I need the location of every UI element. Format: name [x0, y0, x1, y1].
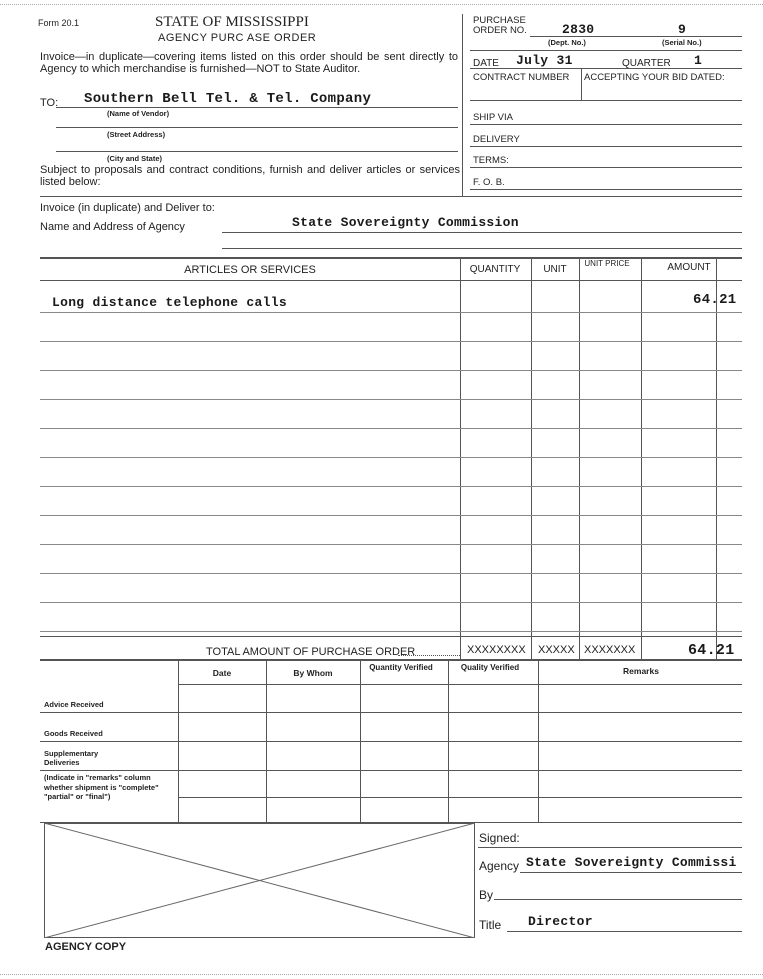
receipt-rule-1	[40, 712, 742, 713]
subject-text: Subject to proposals and contract conditions, furnish and deliver articles or services listed below:	[40, 164, 460, 188]
header-divider	[462, 14, 463, 196]
table-col-sep	[460, 257, 461, 659]
receipt-header-qty-verified: Quantity Verified	[369, 663, 433, 672]
table-top-rule	[40, 257, 742, 259]
fob-label: F. O. B.	[473, 177, 505, 188]
agency-name-label: Name and Address of Agency	[40, 221, 185, 233]
delivery-label: DELIVERY	[473, 134, 520, 145]
receipt-header-remarks: Remarks	[623, 666, 659, 676]
city-line	[56, 151, 458, 152]
city-label: (City and State)	[107, 154, 163, 163]
total-label: TOTAL AMOUNT OF PURCHASE ORDER	[206, 646, 416, 658]
serial-label: (Serial No.)	[662, 38, 702, 47]
title-value: Director	[528, 914, 593, 929]
table-bottom-rule	[40, 659, 742, 661]
header-amount: AMOUNT	[667, 262, 711, 273]
title-line	[507, 931, 742, 932]
delivery-line	[470, 146, 742, 147]
receipt-header-date: Date	[212, 668, 232, 678]
advice-received-label: Advice Received	[44, 700, 104, 709]
street-line	[56, 127, 458, 128]
contract-line	[470, 100, 742, 101]
header-quantity: QUANTITY	[469, 264, 521, 275]
row-amount: 64.21	[693, 292, 737, 308]
vendor-name: Southern Bell Tel. & Tel. Company	[84, 91, 372, 107]
row-article: Long distance telephone calls	[52, 295, 287, 310]
header-unit: UNIT	[543, 264, 567, 275]
void-box	[44, 823, 475, 938]
table-row-rule	[40, 370, 742, 371]
table-col-sep	[531, 257, 532, 659]
vendor-name-line	[56, 107, 458, 108]
invoice-instructions: Invoice—in duplicate—covering items listed on this order should be sent directly to Agency to which merchandise is furnished—NOT to State Auditor.	[40, 51, 458, 75]
receipt-col-5	[538, 659, 539, 822]
header-bottom-rule	[40, 196, 742, 197]
receipt-col-2	[266, 659, 267, 822]
form-number: Form 20.1	[38, 18, 80, 28]
agency-name-line	[222, 232, 742, 233]
date-label: DATE	[473, 58, 499, 69]
table-row-rule	[40, 457, 742, 458]
agency-address-line	[222, 248, 742, 249]
receipt-header-by-whom: By Whom	[293, 668, 333, 678]
header-unit-price: UNIT PRICE	[584, 259, 630, 268]
total-unit: XXXXX	[538, 644, 575, 656]
sig-agency-value: State Sovereignty Commissi	[526, 855, 737, 870]
invoice-deliver-label: Invoice (in duplicate) and Deliver to:	[40, 202, 215, 214]
table-row-rule	[40, 312, 742, 313]
table-row-rule	[40, 602, 742, 603]
contract-label: CONTRACT NUMBER	[473, 72, 570, 83]
table-row-rule	[40, 341, 742, 342]
agency-copy-label: AGENCY COPY	[45, 941, 127, 953]
receipt-rule-3	[40, 770, 742, 771]
sig-agency-label: Agency	[479, 859, 520, 873]
dept-label: (Dept. No.)	[548, 38, 586, 47]
signed-label: Signed:	[479, 831, 520, 845]
form-subtitle: AGENCY PURC ASE ORDER	[158, 32, 317, 44]
signed-line	[478, 847, 742, 848]
table-row-rule	[40, 631, 742, 632]
po-underline	[470, 50, 742, 51]
quarter-value: 1	[694, 53, 703, 68]
receipt-col-1	[178, 659, 179, 822]
state-title: STATE OF MISSISSIPPI	[155, 14, 309, 30]
receipt-header-quality-verified: Quality Verified	[460, 663, 520, 672]
receipt-rule-2	[40, 741, 742, 742]
total-price: XXXXXXX	[584, 644, 636, 656]
contract-divider	[581, 68, 582, 100]
street-label: (Street Address)	[107, 130, 166, 139]
top-border	[0, 4, 763, 5]
by-label: By	[479, 888, 494, 902]
quarter-label: QUARTER	[622, 58, 671, 69]
table-row-rule	[40, 486, 742, 487]
serial-number: 9	[678, 22, 687, 37]
table-col-sep	[716, 257, 717, 659]
table-row-rule	[40, 544, 742, 545]
agency-name: State Sovereignty Commission	[292, 215, 519, 230]
terms-label: TERMS:	[473, 155, 509, 166]
total-amount: 64.21	[688, 642, 735, 659]
dept-number: 2830	[562, 22, 595, 37]
by-line	[494, 899, 742, 900]
table-row-rule	[40, 428, 742, 429]
ship-via-line	[470, 124, 742, 125]
po-line	[530, 36, 742, 37]
header-articles: ARTICLES OR SERVICES	[184, 264, 316, 276]
table-total-rule	[40, 636, 742, 637]
goods-received-label: Goods Received	[44, 729, 103, 738]
table-header-rule	[40, 280, 742, 281]
supplementary-label: Supplementary Deliveries	[44, 749, 99, 767]
po-date: July 31	[516, 53, 573, 68]
accepting-label: ACCEPTING YOUR BID DATED:	[584, 72, 725, 83]
ship-via-label: SHIP VIA	[473, 112, 513, 123]
title-label: Title	[479, 918, 502, 932]
total-leader	[398, 655, 460, 656]
date-line	[470, 68, 742, 69]
to-label: TO:	[40, 97, 59, 109]
table-col-sep	[641, 257, 642, 659]
indicate-note: (Indicate in "remarks" column whether shipment is "complete" "partial" or "final")	[44, 773, 159, 801]
receipt-col-3	[360, 659, 361, 822]
table-col-sep	[579, 257, 580, 659]
total-quantity: XXXXXXXX	[467, 644, 526, 656]
sig-agency-line	[520, 872, 742, 873]
table-row-rule	[40, 573, 742, 574]
vendor-name-label: (Name of Vendor)	[107, 109, 170, 118]
terms-line	[470, 167, 742, 168]
receipt-col-4	[448, 659, 449, 822]
receipt-header-rule	[178, 684, 742, 685]
table-row-rule	[40, 515, 742, 516]
po-label: PURCHASE ORDER NO.	[473, 15, 527, 36]
bottom-border	[0, 974, 763, 975]
table-row-rule	[40, 399, 742, 400]
receipt-rule-4	[178, 797, 742, 798]
fob-line	[470, 189, 742, 190]
